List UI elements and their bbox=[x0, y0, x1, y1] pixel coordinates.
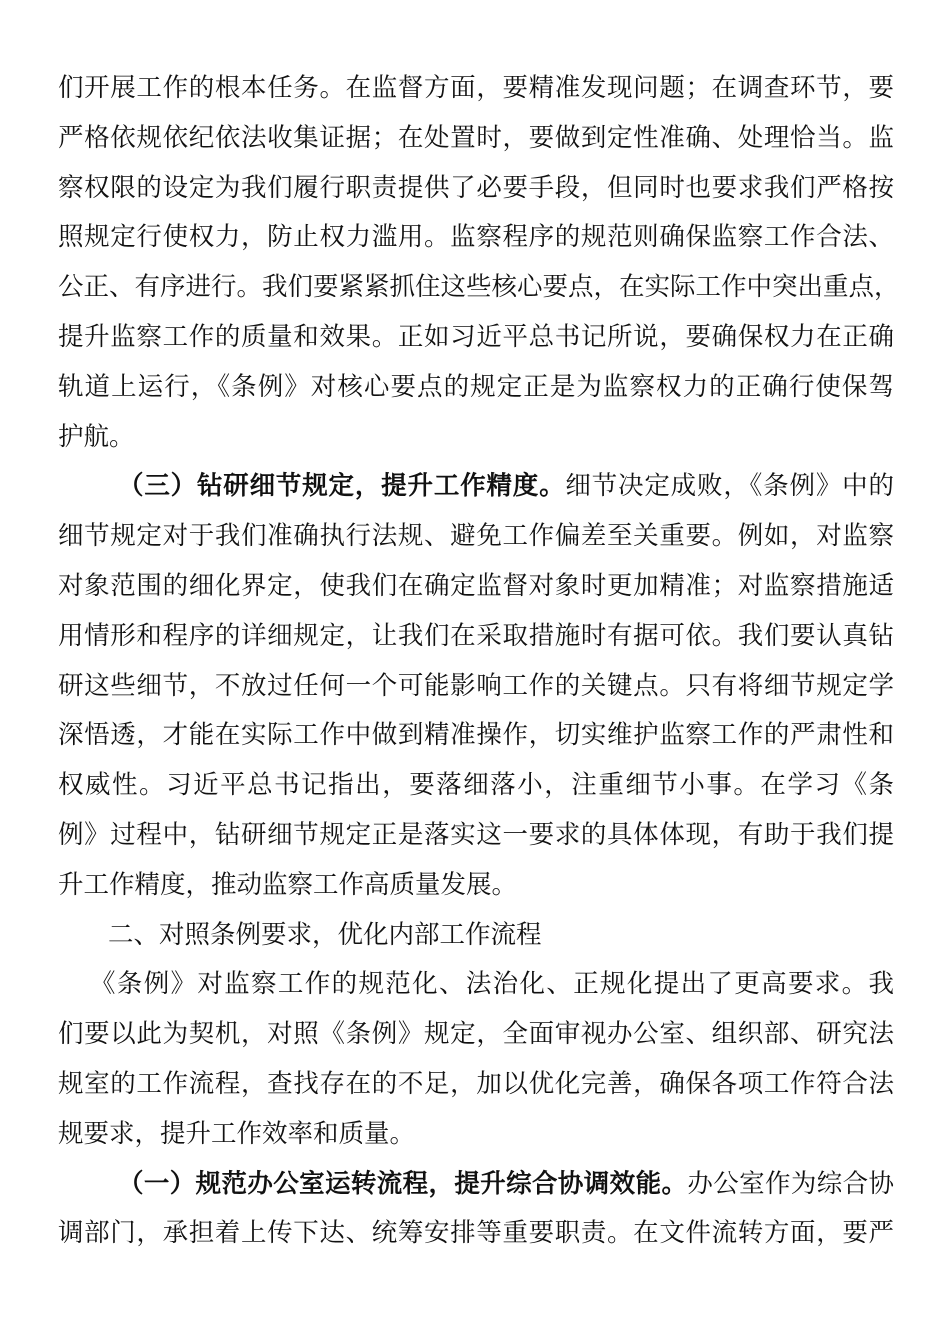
paragraph-first-line bbox=[58, 1160, 894, 1210]
text-line: 照规定行使权力，防止权力滥用。监察程序的规范则确保监察工作合法、 bbox=[58, 222, 894, 253]
text-line: 公正、有序进行。我们要紧紧抓住这些核心要点，在实际工作中突出重点， bbox=[58, 272, 900, 303]
text-line: 轨道上运行，《条例》对核心要点的规定正是为监察权力的正确行使保驾 bbox=[58, 371, 894, 402]
text-line: 权威性。习近平总书记指出，要落细落小，注重细节小事。在学习《条 bbox=[58, 770, 894, 801]
paragraph-first-line: 《条例》对监察工作的规范化、法治化、正规化提出了更高要求。我 bbox=[90, 969, 894, 1000]
section-heading-2 bbox=[58, 911, 894, 961]
text-run: 细节决定成败，《条例》中的 bbox=[565, 471, 894, 502]
text-line: 用情形和程序的详细规定，让我们在采取措施时有据可依。我们要认真钻 bbox=[58, 620, 894, 651]
paragraph-detail-rules bbox=[58, 462, 894, 910]
text-line: 细节规定对于我们准确执行法规、避免工作偏差至关重要。例如，对监察 bbox=[58, 521, 894, 552]
text-run: 办公室作为综合协 bbox=[687, 1168, 894, 1199]
paragraph-optimize-process bbox=[58, 960, 894, 1159]
text-line: 提升监察工作的质量和效果。正如习近平总书记所说，要确保权力在正确 bbox=[58, 321, 894, 352]
text-line: 深悟透，才能在实际工作中做到精准操作，切实维护监察工作的严肃性和 bbox=[58, 720, 894, 751]
paragraph-first-line bbox=[58, 462, 894, 512]
section-title: 二、对照条例要求，优化内部工作流程 bbox=[108, 919, 542, 950]
text-line: 规室的工作流程，查找存在的不足，加以优化完善，确保各项工作符合法 bbox=[58, 1068, 894, 1099]
text-line: 们要以此为契机，对照《条例》规定，全面审视办公室、组织部、研究法 bbox=[58, 1019, 894, 1050]
text-line: 严格依规依纪依法收集证据；在处置时，要做到定性准确、处理恰当。监 bbox=[58, 122, 894, 153]
text-line: 们开展工作的根本任务。在监督方面，要精准发现问题；在调查环节，要 bbox=[58, 73, 894, 103]
text-line: 规要求，提升工作效率和质量。 bbox=[58, 1118, 416, 1149]
subsection-heading-1: （一）规范办公室运转流程，提升综合协调效能。 bbox=[118, 1168, 688, 1199]
section-heading-3: （三）钻研细节规定，提升工作精度。 bbox=[118, 471, 566, 502]
text-line: 察权限的设定为我们履行职责提供了必要手段，但同时也要求我们严格按 bbox=[58, 172, 894, 203]
text-line: 调部门，承担着上传下达、统筹安排等重要职责。在文件流转方面，要严 bbox=[58, 1218, 894, 1249]
text-line: 对象范围的细化界定，使我们在确定监督对象时更加精准；对监察措施适 bbox=[58, 570, 894, 601]
text-line: 升工作精度，推动监察工作高质量发展。 bbox=[58, 869, 518, 900]
text-line: 护航。 bbox=[58, 421, 135, 452]
text-line: 研这些细节，不放过任何一个可能影响工作的关键点。只有将细节规定学 bbox=[58, 670, 894, 701]
text-line: 例》过程中，钻研细节规定正是落实这一要求的具体体现，有助于我们提 bbox=[58, 819, 894, 850]
paragraph-office-process bbox=[58, 1160, 894, 1260]
paragraph-core-points bbox=[58, 64, 900, 462]
document-body bbox=[58, 64, 900, 1259]
